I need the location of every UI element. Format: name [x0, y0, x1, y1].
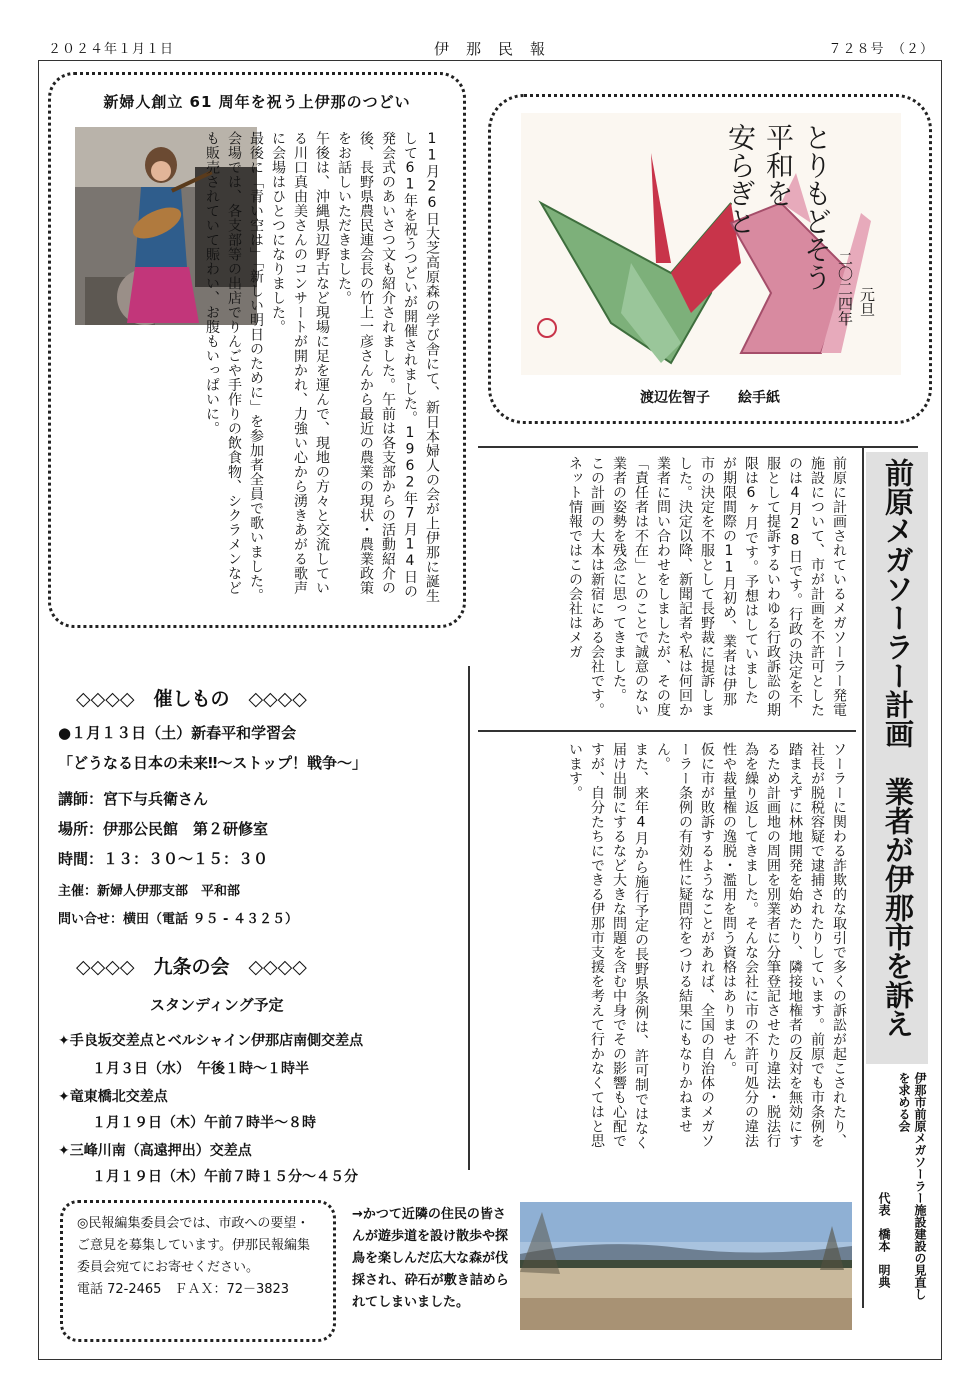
- standing-title: スタンディング予定: [150, 996, 284, 1014]
- etegami-date-day: 元旦: [858, 287, 876, 317]
- clearcut-photo: [520, 1202, 852, 1330]
- notice-text: ◎民報編集委員会では、市政への要望・ご意見を募集しています。伊那民報編集委員会宛てにお寄せください。: [77, 1216, 310, 1275]
- standing-place-2: ✦竜東橋北交差点: [58, 1089, 168, 1105]
- etegami-caption: 渡辺佐智子 絵手紙: [640, 390, 780, 406]
- standing-time-2: １月１９日（木）午前７時半～８時: [92, 1115, 316, 1131]
- standing-time-1: １月３日（水） 午後１時～１時半: [92, 1061, 309, 1077]
- etegami-box: [488, 94, 932, 424]
- headline-divider: [862, 446, 864, 1308]
- events-heading: ◇◇◇◇ 催しもの ◇◇◇◇: [76, 688, 307, 710]
- event-lecturer: 講師：宮下与兵衛さん: [58, 790, 209, 808]
- event-subtitle: 「どうなる日本の未来‼～ストップ！戦争～」: [58, 754, 367, 772]
- solar-mid-rule: [478, 730, 856, 732]
- calligraphy-line-2: 平和を: [762, 123, 795, 207]
- etegami-painting: [521, 113, 901, 375]
- standing-time-3: １月１９日（木）午前７時１５分～４５分: [92, 1169, 358, 1185]
- issue-date: ２０２４年１月１日: [48, 42, 175, 57]
- meeting-article: [48, 72, 466, 628]
- calligraphy-line-3: とりもどそう: [800, 123, 833, 291]
- issue-number: ７２８号 （２）: [828, 42, 934, 57]
- solar-headline: 前原メガソーラー計画 業者が伊那市を訴え: [866, 452, 928, 1064]
- photo-caption: →かつて近隣の住民の皆さんが遊歩道を設け散歩や探鳥を楽しんだ広大な森が伐採され、砕石が敷き詰められてしまいました。: [352, 1207, 509, 1310]
- meeting-title: 新婦人創立 61 周年を祝う上伊那のつどい: [103, 93, 411, 111]
- solar-body-upper: 前原に計画されているメガソーラー発電施設について、市が計画を不許可としたのは4月28日です。行政の決定を不服として提訴するいわゆる行政訴訟の期限は6ヶ月です。予想はしていましたが期限間際の11月初め、業者は伊那市の決定を不服として長野裁に提訴しました。決定以降、新聞記者や私は何回か業者に問い合わせをしましたが、その度「責任者は不在」とのことで誠意のない業者の姿勢を残念に思ってきました。 この計画の大本は新宿にある会社です。ネット情報ではこの会社はメガ: [567, 456, 847, 717]
- event-date: ●１月１３日（土）新春平和学習会: [58, 724, 297, 742]
- notice-box: [60, 1200, 336, 1342]
- standing-place-3: ✦三峰川南（高遠押出）交差点: [58, 1143, 252, 1159]
- event-time: 時間：１３：３０～１５：３０: [58, 850, 269, 868]
- solar-top-rule: [478, 446, 918, 448]
- newspaper-title: 伊 那 民 報: [433, 40, 546, 58]
- solar-body-lower: ソーラーに関わる詐欺的な取引で多くの訴訟が起こされたり、社長が脱税容疑で逮捕されたりしています。前原でも市条例を踏まえずに林地開発を始めたり、隣接地権者の反対を無効にするため計画地の周囲を別業者に分筆登記させたり違法・脱法行為を繰り返してきました。そんな会社に市の不許可処分の違法性や裁量権の逸脱・濫用を問う資格はありません。 仮に市が敗訴するようなことがあれば、全国の自治体のメガソーラー条例の有効性に疑問符をつける結果にもなりかねません。 また、来年4月から施行予定の長野県条例は、許可制ではなく届け出制にするなど大きな問題を含む中身でその影響も心配ですが、自分たちにできる伊那市支援を考えて行かなくてはと思います。: [567, 742, 847, 1150]
- event-organizer: 主催：新婦人伊那支部 平和部: [58, 884, 241, 899]
- meeting-body: 11月26日大芝高原森の学び舎にて、新日本婦人の会が上伊那に誕生して61年を祝うつどいが開催されました。1962年7月14日の発会式のあいさつ文も紹介されました。午前は各支部からの活動紹介の後、長野県農民連会長の竹上一彦さんから最近の農業の現状・農業政策をお話しいただきました。 午後は、沖縄県辺野古など現場に足を運んで、現地の方々と交流している川口真由美さんのコンサートが開かれ、力強い心から湧きあがる歌声に会場はひとつになりました。 最後に「青い空は」「新しい明日のために」を参加者全員で歌いました。 会場では、各支部等の出店でりんごや手作りの飲食物、シクラメンなども販売されていて賑わい、お腹もいっぱいに。: [204, 131, 440, 603]
- calligraphy-line-1: 安らぎと: [724, 123, 757, 235]
- notice-contact: 電話 72-2465 ＦＡＸ：72－3823: [77, 1282, 290, 1297]
- kyujo-heading: ◇◇◇◇ 九条の会 ◇◇◇◇: [76, 956, 307, 978]
- standing-place-1: ✦手良坂交差点とベルシャイン伊那店南側交差点: [58, 1033, 364, 1049]
- solar-byline-group: 伊那市前原メガソーラー施設建設の見直しを求める会: [897, 1072, 927, 1300]
- solar-byline-rep: 代表 橋本 明典: [877, 1192, 891, 1288]
- etegami-date-year: 二〇二四年: [836, 251, 854, 326]
- event-place: 場所：伊那公民館 第２研修室: [58, 820, 269, 838]
- event-contact: 問い合せ：横田（電話 ９５ - ４３２５）: [58, 912, 298, 927]
- column-divider: [468, 666, 470, 1170]
